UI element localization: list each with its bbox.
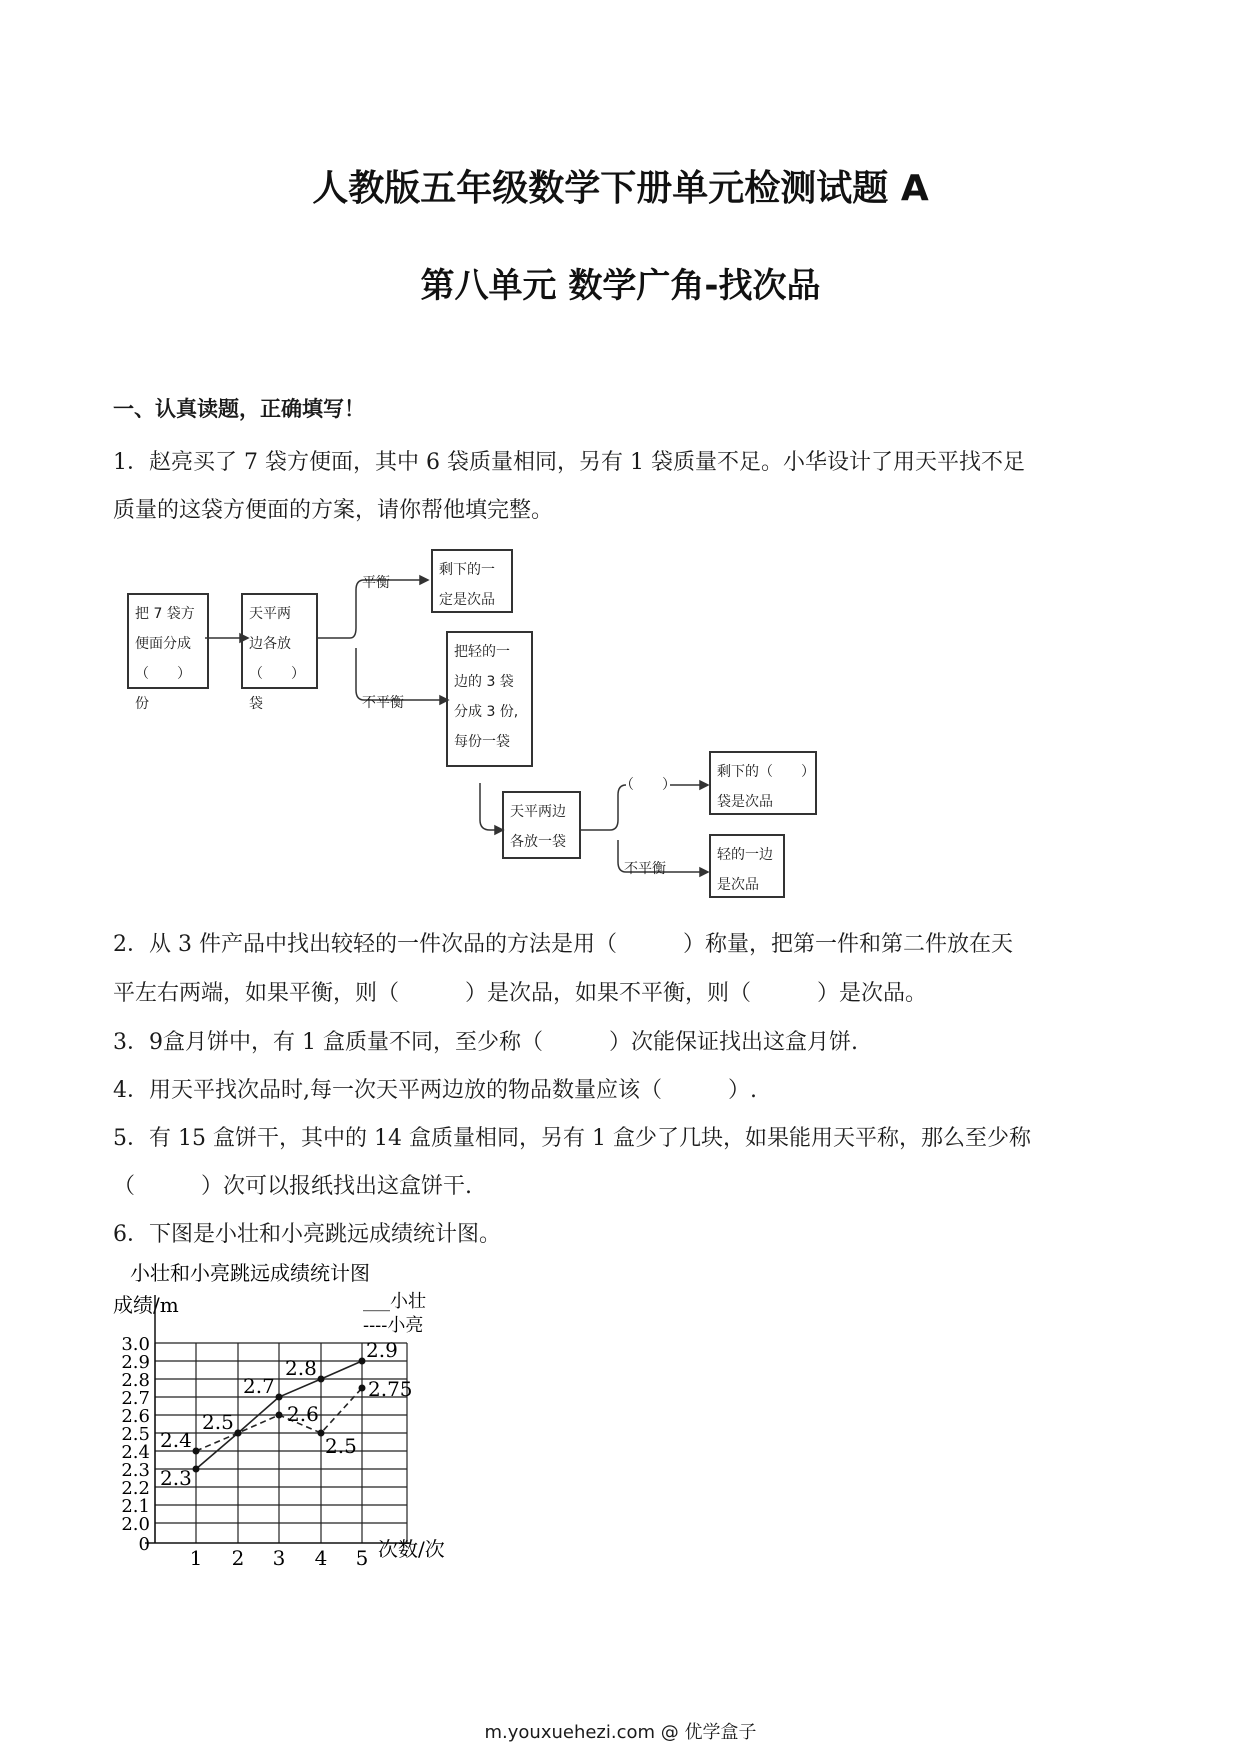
q5-text-2: （ ）次可以报纸找出这盒饼干.	[113, 1174, 472, 1199]
y-tick-label: 2.3	[121, 1460, 150, 1481]
data-point	[235, 1430, 242, 1437]
q5-text-1: 5．有 15 盒饼干，其中的 14 盒质量相同，另有 1 盒少了几块，如果能用天平称，那么至少称	[113, 1126, 1031, 1151]
x-tick-label: 4	[314, 1546, 328, 1570]
flow-label-unbalanced-2: 不平衡	[624, 861, 666, 877]
data-label: 2.8	[285, 1356, 317, 1380]
q1-text-2: 质量的这袋方便面的方案，请你帮他填完整。	[113, 498, 554, 523]
data-label: 2.4	[160, 1428, 192, 1452]
data-label: 2.5	[202, 1410, 234, 1434]
section-heading: 一、认真读题，正确填写！	[113, 397, 365, 421]
data-label: 2.75	[368, 1377, 413, 1401]
data-point	[359, 1358, 366, 1365]
legend-xiaoliang: ----小亮	[363, 1315, 424, 1336]
q3-text: 3．9盒月饼中，有 1 盒质量不同，至少称（ ）次能保证找出这盒月饼.	[113, 1030, 858, 1055]
y-tick-label: 2.7	[121, 1388, 150, 1409]
flow-box-text: 每份一袋	[454, 734, 510, 750]
flow-box-text: （ ）份	[135, 666, 191, 712]
flow-label-balanced: 平衡	[362, 575, 390, 591]
chart-x-ticks	[190, 1546, 369, 1570]
y-tick-label: 2.6	[121, 1406, 150, 1427]
q1-text-1: 1．赵亮买了 7 袋方便面，其中 6 袋质量相同，另有 1 袋质量不足。小华设计了用天平找不足	[113, 450, 1025, 475]
x-tick-label: 1	[189, 1546, 203, 1570]
y-tick-label: 0	[138, 1534, 150, 1555]
y-tick-label: 2.1	[121, 1496, 150, 1517]
q2-text-1: 2．从 3 件产品中找出较轻的一件次品的方法是用（ ）称量，把第一件和第二件放在天	[113, 932, 1013, 957]
chart-ylabel: 成绩/m	[113, 1293, 179, 1317]
data-label: 2.6	[287, 1402, 319, 1426]
data-label: 2.7	[243, 1374, 275, 1398]
flow-box-text: 分成 3 份,	[454, 704, 519, 720]
flow-box-text: 剩下的一	[439, 562, 495, 578]
data-point	[276, 1412, 283, 1419]
x-tick-label: 2	[231, 1546, 245, 1570]
data-label: 2.5	[325, 1434, 357, 1458]
chart-y-ticks	[121, 1334, 150, 1555]
data-point	[276, 1394, 283, 1401]
data-point	[318, 1430, 325, 1437]
chart-title: 小壮和小亮跳远成绩统计图	[130, 1261, 370, 1285]
legend-xiaozhuang: ___小壮	[363, 1291, 426, 1312]
flow-box-text: 把轻的一	[454, 644, 510, 660]
y-tick-label: 2.2	[121, 1478, 150, 1499]
flow-label-blank: （ ）	[620, 777, 676, 793]
data-point	[193, 1466, 200, 1473]
flow-box-text: 轻的一边	[717, 847, 773, 863]
q4-text: 4．用天平找次品时,每一次天平两边放的物品数量应该（ ）.	[113, 1078, 757, 1103]
y-tick-label: 2.5	[121, 1424, 150, 1445]
y-tick-label: 2.9	[121, 1352, 150, 1373]
flow-box-text: 袋是次品	[717, 794, 773, 810]
flow-box-text: 边各放	[249, 636, 291, 652]
x-tick-label: 3	[272, 1546, 286, 1570]
q2-text-2: 平左右两端，如果平衡，则（ ）是次品，如果不平衡，则（ ）是次品。	[113, 981, 928, 1006]
data-point	[318, 1376, 325, 1383]
flow-box-text: 剩下的（ ）	[717, 764, 815, 780]
data-label: 2.3	[160, 1466, 192, 1490]
y-tick-label: 2.8	[121, 1370, 150, 1391]
flow-box-text: 便面分成	[135, 636, 191, 652]
footer-watermark: m.youxuehezi.com @ 优学盒子	[484, 1722, 757, 1743]
data-label: 2.9	[366, 1338, 398, 1362]
flow-box-text: 边的 3 袋	[454, 674, 514, 690]
data-point	[193, 1448, 200, 1455]
flow-label-unbalanced: 不平衡	[362, 695, 404, 711]
data-point	[359, 1385, 366, 1392]
flow-box-text: 把 7 袋方	[135, 606, 195, 622]
x-tick-label: 5	[355, 1546, 369, 1570]
flow-box-text: 是次品	[717, 877, 759, 893]
flow-box-text: 各放一袋	[510, 834, 566, 850]
q6-text: 6．下图是小壮和小亮跳远成绩统计图。	[113, 1222, 501, 1247]
page-title: 人教版五年级数学下册单元检测试题 A	[312, 168, 929, 209]
y-tick-label: 2.0	[121, 1514, 150, 1535]
page-subtitle: 第八单元 数学广角-找次品	[420, 266, 821, 306]
flow-box-text: （ ）袋	[249, 666, 305, 712]
flow-box-text: 天平两边	[510, 804, 566, 820]
flow-box-text: 天平两	[249, 606, 291, 622]
chart-xlabel: 次数/次	[378, 1537, 445, 1561]
flow-box-text: 定是次品	[439, 592, 495, 608]
y-tick-label: 2.4	[121, 1442, 150, 1463]
y-tick-label: 3.0	[121, 1334, 150, 1355]
